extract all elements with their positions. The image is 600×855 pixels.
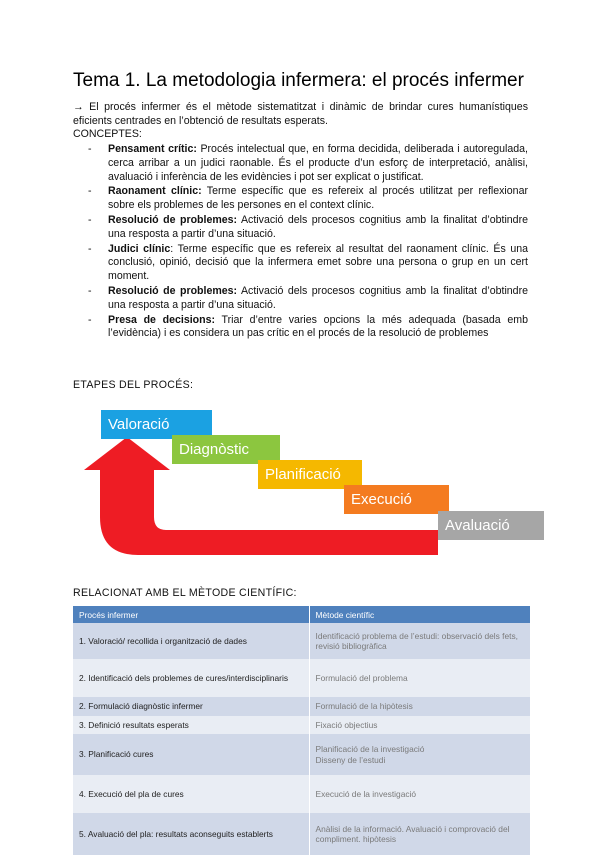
concept-term: Presa de decisions: — [108, 313, 216, 326]
cell-scientific-method: Identificació problema de l’estudi: observació dels fets, revisió bibliogràfica — [309, 623, 530, 659]
table-row — [73, 623, 530, 659]
cell-scientific-method: Anàlisi de la informació. Avaluació i comprovació del compliment. hipòtesis — [309, 813, 530, 855]
stage-3-box: Planificació — [258, 460, 362, 489]
cell-scientific-method: Fixació objectius — [309, 716, 530, 735]
cell-nursing-process: 5. Avaluació del pla: resultats aconseguits establerts — [73, 813, 309, 855]
table-header-row — [73, 606, 530, 623]
table-row — [73, 659, 530, 697]
cell-scientific-method: Formulació de la hipòtesis — [309, 697, 530, 716]
cell-nursing-process: 3. Planificació cures — [73, 734, 309, 775]
concept-term: Resolució de problemes: — [108, 284, 238, 297]
relation-heading: RELACIONAT AMB EL MÈTODE CIENTÍFIC: — [73, 587, 297, 599]
cell-nursing-process: 1. Valoració/ recollida i organització de dades — [73, 623, 309, 659]
stage-5-box: Avaluació — [438, 511, 544, 540]
header-scientific-method: Mètode científic — [309, 606, 530, 623]
bullet-dash: - — [88, 284, 92, 297]
table-row — [73, 734, 530, 775]
cell-nursing-process: 2. Identificació dels problemes de cures/interdisciplinaris — [73, 659, 309, 697]
table-row — [73, 697, 530, 716]
stage-1-box: Valoració — [101, 410, 212, 439]
table-row — [73, 775, 530, 813]
bullet-dash: - — [88, 242, 92, 255]
concept-term: Raonament clínic: — [108, 185, 202, 198]
concept-term: Judici clínic — [108, 242, 171, 255]
intro-text: → El procés infermer és el mètode sistematitzat i dinàmic de brindar cures humanístiques eficients centrades en l’obtenció de resultats esperats. — [73, 101, 528, 127]
bullet-dash: - — [88, 213, 92, 226]
concept-term: Pensament crític: — [108, 143, 197, 155]
cell-nursing-process: 2. Formulació diagnòstic infermer — [73, 697, 309, 716]
cell-nursing-process: 3. Definició resultats esperats — [73, 716, 309, 735]
table-row — [73, 813, 530, 855]
table-row — [73, 716, 530, 735]
concept-definition: : Terme específic que es refereix al resultat del raonament clínic. És una conclusió, opinió, decisió que la infermera emet sobre una persona o grup en un cert moment. — [108, 242, 529, 283]
cell-scientific-method: Formulació del problema — [309, 659, 530, 697]
method-comparison-table — [73, 606, 531, 855]
stage-4-box: Execució — [344, 485, 449, 514]
concept-definition: Activació dels procesos cognitius amb la finalitat d’obtindre una resposta a partir d’una situació. — [108, 284, 528, 311]
table-body — [73, 623, 530, 855]
bullet-dash: - — [88, 313, 92, 326]
concept-definition: Activació dels procesos cognitius amb la finalitat d’obtindre una resposta a partir d’una situació. — [108, 213, 528, 240]
concept-definition: Terme específic que es refereix al procés utilitzat per reflexionar sobre els problemes de les persones en el context clínic. — [108, 185, 528, 212]
concept-definition: Procés intelectual que, en forma decidida, deliberada i autoregulada, cerca arribar a un judici raonable. És el producte d’un esforç de interpretació, anàlisi, avaluació i inferència de les evidències i pot ser explicat o justificat. — [108, 143, 528, 183]
cell-scientific-method: Execució de la investigació — [309, 775, 530, 813]
concept-definition: Triar d’entre varies opcions la més adequada (basada emb l’evidència) i es considera un pas crític en el procés de la resolució de problemes — [108, 313, 528, 340]
header-nursing-process: Procés infermer — [73, 606, 309, 623]
page-title: Tema 1. La metodologia infermera: el procés infermer — [73, 70, 524, 91]
cell-nursing-process: 4. Execució del pla de cures — [73, 775, 309, 813]
concept-term: Resolució de problemes: — [108, 213, 238, 226]
bullet-dash: - — [88, 143, 92, 155]
stage-2-box: Diagnòstic — [172, 435, 280, 464]
bullet-dash: - — [88, 185, 92, 198]
stages-heading: ETAPES DEL PROCÉS: — [73, 379, 194, 391]
concepts-heading: CONCEPTES: — [73, 128, 142, 140]
cell-scientific-method: Planificació de la investigació Disseny de l’estudi — [309, 734, 530, 775]
